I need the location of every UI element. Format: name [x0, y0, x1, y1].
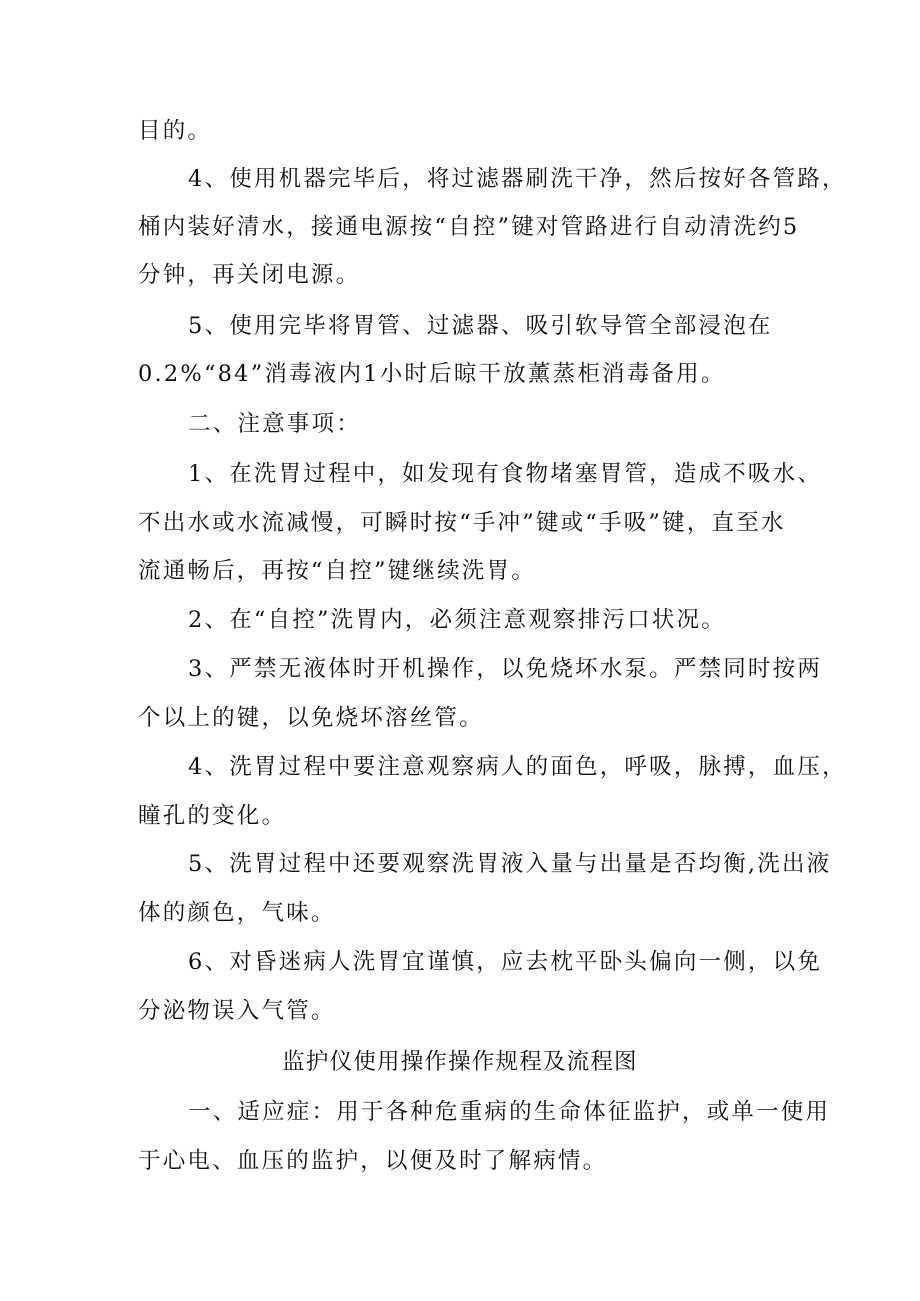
- text-line: 流通畅后，再按“自控”键继续洗胃。: [138, 558, 536, 584]
- text-line: 于心电、血压的监护，以便及时了解病情。: [138, 1148, 608, 1174]
- text-line: 0.2%“84”消毒液内1小时后晾干放薰蒸柜消毒备用。: [138, 361, 726, 387]
- text-line: 5、洗胃过程中还要观察洗胃液入量与出量是否均衡,洗出液: [188, 851, 832, 877]
- text-line: 2、在“自控”洗胃内，必须注意观察排污口状况。: [188, 607, 726, 633]
- text-line: 4、洗胃过程中要注意观察病人的面色，呼吸，脉搏，血压，: [188, 754, 847, 780]
- text-line: 个以上的键，以免烧坏溶丝管。: [138, 705, 484, 731]
- text-line: 一、适应症：用于各种危重病的生命体征监护，或单一使用: [188, 1099, 831, 1125]
- text-line: 分泌物误入气管。: [138, 998, 336, 1024]
- section-title: 监护仪使用操作操作规程及流程图: [282, 1049, 638, 1075]
- text-line: 4、使用机器完毕后，将过滤器刷洗干净，然后按好各管路，: [188, 166, 847, 192]
- text-line: 瞳孔的变化。: [138, 803, 287, 829]
- text-line: 1、在洗胃过程中，如发现有食物堵塞胃管，造成不吸水、: [188, 461, 823, 487]
- text-line: 桶内装好清水，接通电源按“自控”键对管路进行自动清洗约5: [138, 214, 800, 240]
- text-line: 不出水或水流减慢，可瞬时按“手冲”键或“手吸”键，直至水: [138, 510, 786, 536]
- text-line: 6、对昏迷病人洗胃宜谨慎，应去枕平卧头偏向一侧，以免: [188, 949, 823, 975]
- section-heading: 二、注意事项：: [188, 411, 361, 437]
- text-line: 5、使用完毕将胃管、过滤器、吸引软导管全部浸泡在: [188, 313, 773, 339]
- text-line: 体的颜色，气味。: [138, 900, 336, 926]
- text-line: 分钟，再关闭电源。: [138, 262, 361, 288]
- text-line: 目的。: [138, 118, 213, 144]
- text-line: 3、严禁无液体时开机操作，以免烧坏水泵。严禁同时按两: [188, 656, 823, 682]
